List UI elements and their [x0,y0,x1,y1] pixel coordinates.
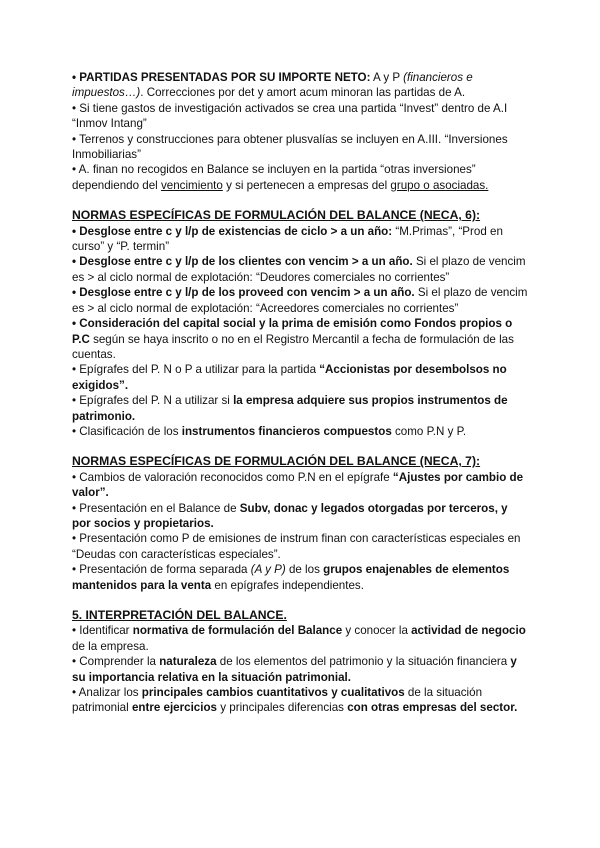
text: “M.Primas”, “Prod en curso” y “P. termin” [72,224,503,254]
bullet-clientes [72,254,528,285]
bold-text: Subv, donac y legados otorgadas por terceros, y por socios y propietarios. [72,501,508,530]
bold-text: • Desglose entre c y l/p de los proveed con vencim > a un año. [72,286,415,300]
text: de los elementos del patrimonio y la situación financiera [216,655,511,669]
heading-neca-7: NORMAS ESPECÍFICAS DE FORMULACIÓN DEL BALANCE (NECA, 7): [72,454,481,469]
bold-text: actividad de negocio [411,624,526,638]
text: • Analizar los [72,686,142,700]
bold-text: “Accionistas por desembolsos no exigidos”. [72,363,507,392]
text: • Cambios de valoración reconocidos como P.N en el epígrafe [72,470,393,484]
bold-text: y su importancia relativa en la situación patrimonial. [72,655,517,684]
underlined-text: grupo o asociadas. [390,178,489,192]
text: en epígrafes independientes. [211,578,364,592]
text: de la situación patrimonial [72,686,483,715]
bold-text: • PARTIDAS PRESENTADAS POR SU IMPORTE NETO: [72,71,371,84]
bold-text: • Consideración del capital social y la prima de emisión como Fondos propios o P.C [72,317,513,346]
text: según se haya inscrito o no en el Registro Mercantil a fecha de formulación de las cuentas. [72,332,514,361]
text: y principales diferencias [217,701,348,715]
bullet-accionistas [72,362,528,393]
bullet-activos-financieros [72,162,528,193]
text: • Clasificación de los [72,424,182,438]
italic-text: (financieros e impuestos…) [72,71,473,100]
spacer [72,439,528,454]
bullet-proveedores [72,285,528,316]
italic-text: (A y P) [250,563,286,577]
document-page [72,70,528,716]
text: • Presentación en el Balance de [72,501,240,515]
text: y si pertenecen a empresas del [222,178,391,192]
heading-interpretacion-balance: 5. INTERPRETACIÓN DEL BALANCE. [72,608,287,622]
bullet-existencias [72,224,528,255]
text: • Epígrafes del P. N a utilizar si [72,394,234,408]
bold-text: grupos enajenables de elementos mantenidos para la venta [72,563,510,592]
text: como P.N y P. [391,424,467,438]
bullet-terrenos-construcciones: • Terrenos y construcciones para obtener plusvalías se incluyen en A.III. “Inversiones Inmobiliarias” [72,132,508,162]
bullet-instrumentos-compuestos [72,424,528,439]
bullet-comprender-naturaleza [72,654,528,685]
text: • Comprender la [72,655,160,669]
bold-text: • Desglose entre c y l/p de existencias de ciclo > a un año: [72,224,393,238]
bullet-analizar-cambios [72,685,528,716]
bullet-deudas-especiales: • Presentación como P de emisiones de instrum finan con características especiales en “Deudas con características especiales”. [72,532,521,561]
text: • Identificar [72,624,133,638]
bold-text: entre ejercicios [131,701,218,715]
text: Si el plazo de vencim es > al ciclo normal de explotación: “Acreedores comerciales no corrientes” [72,286,528,315]
bold-text: normativa de formulación del Balance [132,624,343,638]
text: • Epígrafes del P. N o P a utilizar para la partida [72,363,320,377]
bullet-identificar-normativa [72,623,528,654]
spacer [72,593,528,608]
bold-text: la empresa adquiere sus propios instrumentos de patrimonio. [72,394,508,423]
text: Si el plazo de vencim es > al ciclo normal de explotación: “Deudores comerciales no corrientes” [72,255,526,284]
bullet-cambios-valoracion [72,470,528,501]
text: y conocer la [342,624,412,638]
text: de los [285,563,324,577]
bold-text: instrumentos financieros compuestos [181,424,392,438]
bullet-gastos-investigacion: • Si tiene gastos de investigación activados se crea una partida “Invest” dentro de A.I “Inmov Intang” [72,101,508,131]
bold-text: • Desglose entre c y l/p de los clientes con vencim > a un año. [72,255,413,269]
heading-neca-6: NORMAS ESPECÍFICAS DE FORMULACIÓN DEL BALANCE (NECA, 6): [72,208,481,223]
underlined-text: vencimiento [160,178,223,192]
bold-text: naturaleza [159,655,217,669]
text: de la empresa. [72,639,149,653]
bullet-capital-social [72,316,528,362]
bold-text: principales cambios cuantitativos y cualitativos [141,686,405,700]
bullet-grupos-enajenables [72,562,528,593]
bullet-propios-instrumentos [72,393,528,424]
text: • A. finan no recogidos en Balance se incluyen en la partida “otras inversiones” dependiendo del [72,163,476,192]
text: A y P [370,71,404,84]
bold-text: con otras empresas del sector. [347,701,518,715]
bullet-partidas-importe-neto [72,70,528,101]
spacer [72,193,528,208]
text: . Correcciones por det y amort acum minoran las partidas de A. [140,86,466,100]
text: • Presentación de forma separada [72,563,251,577]
bold-text: “Ajustes por cambio de valor”. [72,470,524,500]
bullet-subvenciones [72,501,528,532]
